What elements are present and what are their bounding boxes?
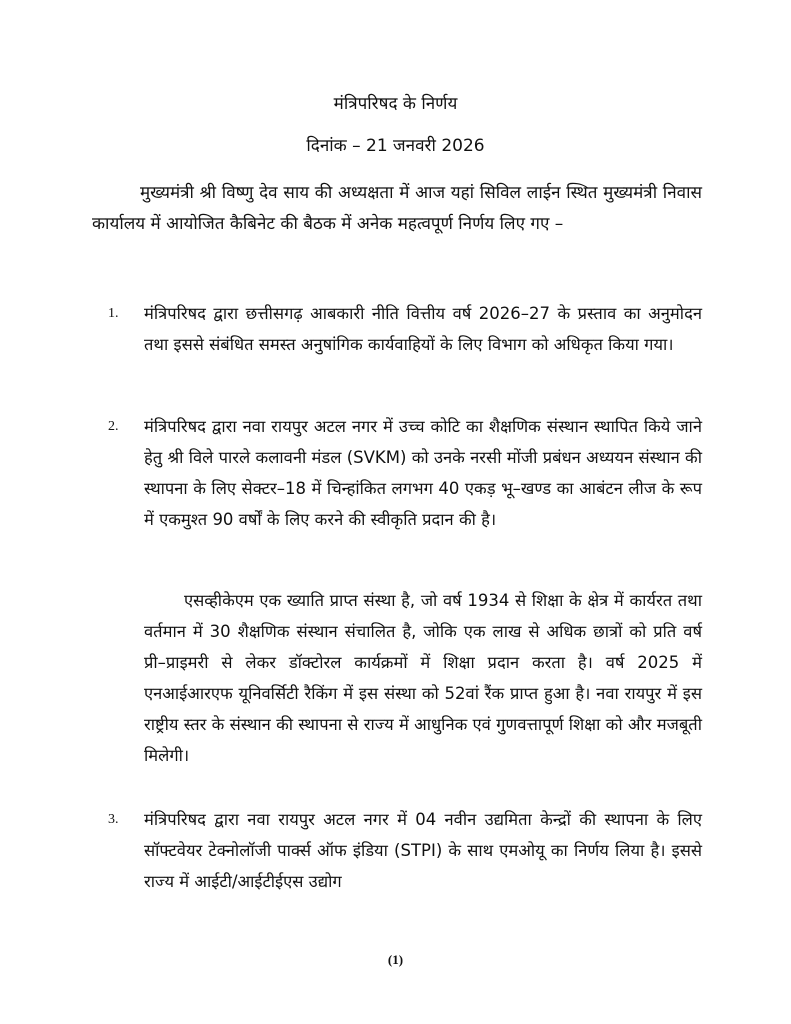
page-number: (1) bbox=[387, 952, 404, 967]
intro-paragraph: मुख्यमंत्री श्री विष्णु देव साय की अध्यक्षता में आज यहां सिविल लाईन स्थित मुख्यमंत्री निवास कार्यालय में आयोजित कैबिनेट की बैठक में अनेक महत्वपूर्ण निर्णय लिए गए – bbox=[92, 183, 702, 234]
item-number: 3. bbox=[108, 812, 119, 827]
item-2-detail-paragraph: एसव्हीकेएम एक ख्याति प्राप्त संस्था है, जो वर्ष 1934 से शिक्षा के क्षेत्र में कार्यरत तथा वर्तमान में 30 शैक्षणिक संस्थान संचालित है, जोकि एक लाख से अधिक छात्रों को प्रति वर्ष प्री–प्राइमरी से लेकर डॉक्टोरल कार्यक्रमों में शिक्षा प्रदान करता है। वर्ष 2025 में एनआईआरएफ यूनिवर्सिटी रैकिंग में इस संस्था को 52वां रैंक प्राप्त हुआ है। नवा रायपुर में इस राष्ट्रीय स्तर के संस्थान की स्थापना से राज्य में आधुनिक एवं गुणवत्तापूर्ण शिक्षा को और मजबूती मिलेगी। bbox=[144, 591, 702, 765]
decision-item-3 bbox=[108, 804, 702, 897]
decision-item-1 bbox=[108, 298, 702, 360]
decision-item-2 bbox=[108, 411, 702, 535]
document-title: मंत्रिपरिषद के निर्णय bbox=[333, 94, 458, 114]
item-number: 1. bbox=[108, 306, 119, 321]
document-date: दिनांक – 21 जनवरी 2026 bbox=[306, 136, 485, 156]
item-text: मंत्रिपरिषद द्वारा छत्तीसगढ़ आबकारी नीति वित्तीय वर्ष 2026–27 के प्रस्ताव का अनुमोदन तथा इससे संबंधित समस्त अनुषांगिक कार्यवाहियों के लिए विभाग को अधिकृत किया गया। bbox=[144, 304, 702, 354]
item-number: 2. bbox=[108, 419, 119, 434]
item-text: मंत्रिपरिषद द्वारा नवा रायपुर अटल नगर में 04 नवीन उद्यमिता केन्द्रों की स्थापना के लिए सॉफ्टवेयर टेक्नोलॉजी पार्क्स ऑफ इंडिया (STPI) के साथ एमओयू का निर्णय लिया है। इससे राज्य में आईटी/आईटीईएस उद्योग bbox=[144, 810, 702, 891]
item-text: मंत्रिपरिषद द्वारा नवा रायपुर अटल नगर में उच्च कोटि का शैक्षणिक संस्थान स्थापित किये जाने हेतु श्री विले पारले कलावनी मंडल (SVKM) को उनके नरसी मोंजी प्रबंधन अध्ययन संस्थान की स्थापना के लिए सेक्टर–18 में चिन्हांकित लगभग 40 एकड़ भू–खण्ड का आबंटन लीज के रूप में एकमुश्त 90 वर्षों के लिए करने की स्वीकृति प्रदान की है। bbox=[144, 417, 702, 529]
